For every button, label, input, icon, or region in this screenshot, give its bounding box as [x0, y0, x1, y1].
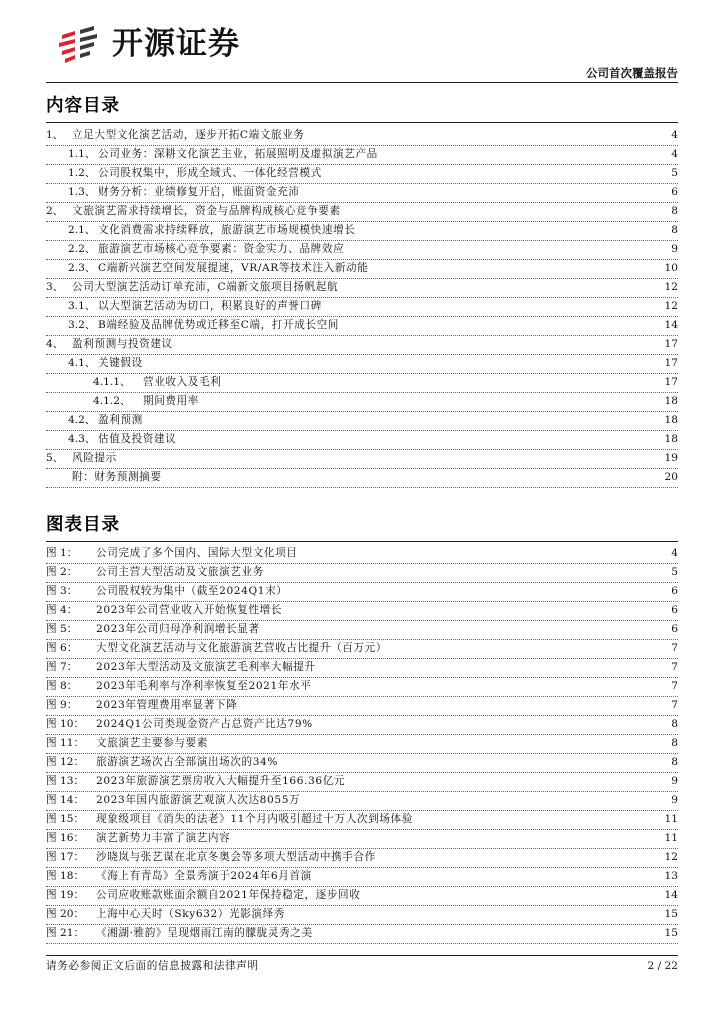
toc-entry-text: 公司业务：深耕文化演艺主业，拓展照明及虚拟演艺产品 [98, 148, 378, 160]
chart-index-entry-text: 2023年大型活动及文旅演艺毛利率大幅提升 [96, 661, 316, 673]
toc-entry-text: 风险提示 [72, 452, 117, 464]
toc-entry-page: 19 [664, 452, 678, 464]
toc-entry[interactable] [46, 260, 678, 279]
toc-entry[interactable] [46, 317, 678, 336]
chart-index-entry-page: 7 [671, 661, 678, 673]
chart-index-entry[interactable] [46, 564, 678, 583]
toc-entry-number: 4.1.2、 [93, 395, 131, 407]
chart-index-entry-number: 图 4： [46, 604, 78, 616]
toc-entry-number: 2.1、 [68, 224, 96, 236]
toc-entry-page: 9 [671, 243, 678, 255]
chart-index-entry-text: 2023年公司归母净利润增长显著 [96, 623, 260, 635]
chart-index-list [46, 545, 678, 944]
toc-entry-page: 10 [664, 262, 678, 274]
toc-entry-page: 17 [664, 338, 678, 350]
toc-entry-number: 1、 [46, 129, 64, 141]
toc-entry-number: 4.1、 [68, 357, 96, 369]
toc-entry-text: 关键假设 [98, 357, 143, 369]
chart-index-entry-page: 9 [671, 794, 678, 806]
toc-entry-number: 4.2、 [68, 414, 96, 426]
toc-entry[interactable] [46, 374, 678, 393]
chart-index-entry-page: 12 [664, 851, 678, 863]
chart-index-entry-number: 图 16： [46, 832, 85, 844]
chart-index-entry[interactable] [46, 773, 678, 792]
toc-entry[interactable] [46, 222, 678, 241]
toc-entry-page: 6 [671, 186, 678, 198]
toc-entry[interactable] [46, 450, 678, 469]
chart-index-entry-text: 2023年毛利率与净利率恢复至2021年水平 [96, 680, 312, 692]
chart-index-entry-text: 2024Q1公司类现金资产占总资产比达79% [96, 718, 313, 730]
toc-entry[interactable] [46, 393, 678, 412]
toc-entry-text: 旅游演艺市场核心竞争要素：资金实力、品牌效应 [98, 243, 345, 255]
toc-entry-number: 2.3、 [68, 262, 96, 274]
chart-index-entry-page: 4 [671, 547, 678, 559]
chart-index-entry-number: 图 11： [46, 737, 85, 749]
toc-entry-text: 估值及投资建议 [98, 433, 177, 445]
chart-index-entry-text: 2023年国内旅游演艺观演人次达8055万 [96, 794, 301, 806]
chart-index-entry-page: 6 [671, 585, 678, 597]
chart-index-entry[interactable] [46, 887, 678, 906]
chart-index-entry[interactable] [46, 659, 678, 678]
chart-index-entry[interactable] [46, 849, 678, 868]
toc-title: 内容目录 [46, 96, 120, 116]
chart-index-entry[interactable] [46, 583, 678, 602]
chart-index-title: 图表目录 [46, 515, 120, 535]
brand-name: 开源证券 [112, 26, 240, 62]
chart-index-entry-page: 15 [664, 908, 678, 920]
toc-entry-page: 17 [664, 376, 678, 388]
toc-entry[interactable] [46, 203, 678, 222]
toc-entry[interactable] [46, 355, 678, 374]
toc-entry-page: 12 [664, 300, 678, 312]
chart-index-entry[interactable] [46, 830, 678, 849]
chart-index-entry-number: 图 12： [46, 756, 85, 768]
toc-entry-text: 立足大型文化演艺活动，逐步开拓C端文旅业务 [72, 129, 305, 141]
toc-entry[interactable] [46, 146, 678, 165]
chart-index-entry-text: 公司股权较为集中（截至2024Q1末） [96, 585, 288, 597]
toc-entry[interactable] [46, 412, 678, 431]
brand-logo-icon [56, 26, 108, 64]
chart-index-entry-number: 图 7： [46, 661, 78, 673]
chart-index-entry[interactable] [46, 697, 678, 716]
chart-index-entry-text: 《湘湖·雅韵》呈现烟雨江南的朦胧灵秀之美 [96, 927, 313, 939]
chart-index-entry-number: 图 1： [46, 547, 78, 559]
chart-index-entry-number: 图 21： [46, 927, 85, 939]
chart-index-entry[interactable] [46, 545, 678, 564]
chart-index-entry-text: 2023年旅游演艺票房收入大幅提升至166.36亿元 [96, 775, 346, 787]
chart-index-entry-page: 7 [671, 699, 678, 711]
toc-entry-text: 盈利预测 [98, 414, 143, 426]
chart-index-entry-text: 沙晓岚与张艺谋在北京冬奥会等多项大型活动中携手合作 [96, 851, 376, 863]
toc-entry-page: 4 [671, 129, 678, 141]
chart-index-entry[interactable] [46, 754, 678, 773]
chart-index-entry-number: 图 6： [46, 642, 78, 654]
toc-entry[interactable] [46, 184, 678, 203]
toc-entry-text: C端新兴演艺空间发展提速，VR/AR等技术注入新动能 [98, 262, 369, 274]
chart-index-entry-page: 8 [671, 756, 678, 768]
chart-index-entry-text: 2023年管理费用率显著下降 [96, 699, 238, 711]
toc-entry-text: 营业收入及毛利 [143, 376, 222, 388]
toc-entry-text: 公司股权集中，形成全域式、一体化经营模式 [98, 167, 322, 179]
chart-index-entry-number: 图 3： [46, 585, 78, 597]
toc-entry-number: 2、 [46, 205, 64, 217]
toc-entry-page: 20 [664, 471, 678, 483]
toc-entry-page: 14 [664, 319, 678, 331]
chart-index-entry-page: 9 [671, 775, 678, 787]
chart-index-entry[interactable] [46, 906, 678, 925]
toc-entry-number: 5、 [46, 452, 64, 464]
chart-index-entry-number: 图 17： [46, 851, 85, 863]
toc-entry-page: 18 [664, 414, 678, 426]
toc-entry[interactable] [46, 279, 678, 298]
toc-entry-page: 5 [671, 167, 678, 179]
toc-entry-number: 3、 [46, 281, 64, 293]
chart-index-entry-number: 图 5： [46, 623, 78, 635]
toc-entry-number: 4.1.1、 [93, 376, 131, 388]
toc-entry-number: 2.2、 [68, 243, 96, 255]
chart-index-entry-text: 大型文化演艺活动与文化旅游演艺营收占比提升（百万元） [96, 642, 388, 654]
chart-index-entry[interactable] [46, 925, 678, 944]
chart-index-entry-number: 图 15： [46, 813, 85, 825]
chart-index-entry-page: 6 [671, 604, 678, 616]
chart-index-entry[interactable] [46, 716, 678, 735]
chart-index-entry-text: 文旅演艺主要参与要素 [96, 737, 208, 749]
chart-index-entry-text: 现象级项目《消失的法老》11个月内吸引超过十万人次到场体验 [96, 813, 413, 825]
toc-entry[interactable] [46, 241, 678, 260]
chart-index-entry-text: 公司完成了多个国内、国际大型文化项目 [96, 547, 298, 559]
toc-entry-page: 8 [671, 205, 678, 217]
chart-index-entry-page: 6 [671, 623, 678, 635]
chart-index-entry-number: 图 10： [46, 718, 85, 730]
chart-index-title-divider [46, 541, 678, 542]
toc-entry-number: 3.1、 [68, 300, 96, 312]
toc-entry-page: 8 [671, 224, 678, 236]
toc-entry-number: 1.3、 [68, 186, 96, 198]
chart-index-entry-text: 旅游演艺场次占全部演出场次的34% [96, 756, 279, 768]
chart-index-entry-page: 15 [664, 927, 678, 939]
toc-entry-text: 期间费用率 [143, 395, 199, 407]
header-divider [46, 82, 678, 83]
chart-index-entry-number: 图 14： [46, 794, 85, 806]
toc-entry-text: 附：财务预测摘要 [72, 471, 162, 483]
chart-index-entry-number: 图 19： [46, 889, 85, 901]
report-type-label: 公司首次覆盖报告 [586, 66, 678, 80]
toc-entry-text: 文旅演艺需求持续增长，资金与品牌构成核心竞争要素 [72, 205, 341, 217]
toc-entry-text: 公司大型演艺活动订单充沛，C端新文旅项目扬帆起航 [72, 281, 339, 293]
chart-index-entry-text: 《海上有青岛》全景秀演于2024年6月首演 [96, 870, 312, 882]
chart-index-entry-page: 7 [671, 680, 678, 692]
toc-entry-text: 以大型演艺活动为切口，积累良好的声誉口碑 [98, 300, 322, 312]
chart-index-entry[interactable] [46, 735, 678, 754]
toc-entry[interactable] [46, 127, 678, 146]
toc-entry-text: 盈利预测与投资建议 [72, 338, 173, 350]
chart-index-entry-page: 7 [671, 642, 678, 654]
chart-index-entry-page: 11 [664, 813, 678, 825]
toc-entry-number: 4.3、 [68, 433, 96, 445]
toc-entry[interactable] [46, 431, 678, 450]
chart-index-entry[interactable] [46, 792, 678, 811]
chart-index-entry-number: 图 8： [46, 680, 78, 692]
chart-index-entry-page: 8 [671, 718, 678, 730]
chart-index-entry[interactable] [46, 621, 678, 640]
toc-title-divider [46, 122, 678, 123]
chart-index-entry-number: 图 13： [46, 775, 85, 787]
chart-index-entry-text: 上海中心天时（Sky632）光影演绎秀 [96, 908, 285, 920]
toc-entry-text: B端经验及品牌优势或迁移至C端，打开成长空间 [98, 319, 339, 331]
toc-entry-number: 1.2、 [68, 167, 96, 179]
toc-entry[interactable] [46, 165, 678, 184]
chart-index-entry-number: 图 2： [46, 566, 78, 578]
chart-index-entry-page: 13 [664, 870, 678, 882]
toc-entry-page: 12 [664, 281, 678, 293]
footer-divider [46, 955, 678, 956]
chart-index-entry-text: 公司应收账款账面余额自2021年保持稳定，逐步回收 [96, 889, 361, 901]
chart-index-entry-number: 图 18： [46, 870, 85, 882]
chart-index-entry[interactable] [46, 640, 678, 659]
chart-index-entry[interactable] [46, 868, 678, 887]
chart-index-entry[interactable] [46, 811, 678, 830]
chart-index-entry-number: 图 20： [46, 908, 85, 920]
chart-index-entry[interactable] [46, 602, 678, 621]
toc-entry-page: 17 [664, 357, 678, 369]
toc-entry-page: 4 [671, 148, 678, 160]
toc-entry-number: 1.1、 [68, 148, 96, 160]
page-number: 2 / 22 [647, 960, 678, 972]
footer-disclaimer: 请务必参阅正文后面的信息披露和法律声明 [46, 960, 259, 972]
chart-index-entry-page: 5 [671, 566, 678, 578]
chart-index-entry-page: 14 [664, 889, 678, 901]
toc-list [46, 127, 678, 488]
toc-entry[interactable] [46, 298, 678, 317]
chart-index-entry[interactable] [46, 678, 678, 697]
chart-index-entry-text: 2023年公司营业收入开始恢复性增长 [96, 604, 283, 616]
chart-index-entry-page: 11 [664, 832, 678, 844]
chart-index-entry-text: 公司主营大型活动及文旅演艺业务 [96, 566, 264, 578]
chart-index-entry-page: 8 [671, 737, 678, 749]
toc-entry-page: 18 [664, 395, 678, 407]
toc-entry-text: 财务分析：业绩修复开启，账面资金充沛 [98, 186, 300, 198]
toc-entry-number: 4、 [46, 338, 64, 350]
chart-index-entry-number: 图 9： [46, 699, 78, 711]
chart-index-entry-text: 演艺新势力丰富了演艺内容 [96, 832, 231, 844]
toc-entry[interactable] [46, 469, 678, 488]
toc-entry[interactable] [46, 336, 678, 355]
toc-entry-page: 18 [664, 433, 678, 445]
toc-entry-text: 文化消费需求持续释放，旅游演艺市场规模快速增长 [98, 224, 356, 236]
toc-entry-number: 3.2、 [68, 319, 96, 331]
